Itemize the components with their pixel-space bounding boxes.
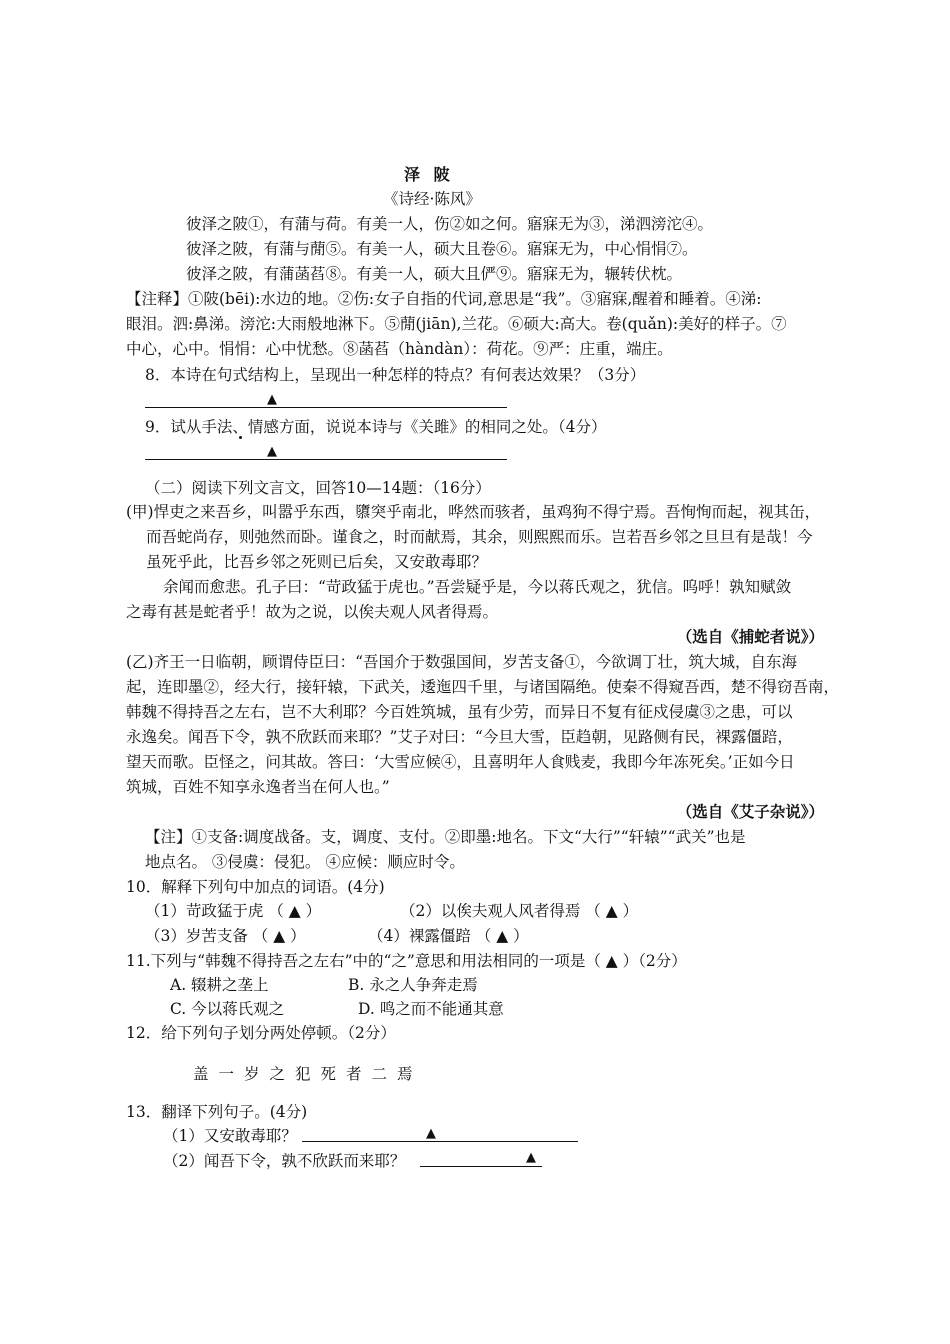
q9-text-c: 情感方面，说说本诗与《关雎》的相同之处。（4分） [247, 418, 607, 436]
answer-mark-icon: ▲ [267, 444, 277, 459]
q11-option-a: A. 辍耕之垄上 [170, 976, 269, 994]
passage-yi-notes-line-2: 地点名。 ③侵虞：侵犯。 ④应候：顺应时令。 [145, 853, 465, 871]
q13-sentence-2: （2）闻吾下令，孰不欣跃而来耶？ [163, 1152, 406, 1170]
passage-jia-line-3: 虽死乎此，比吾乡邻之死则已后矣，又安敢毒耶？ [146, 553, 488, 571]
q11-option-d: D. 鸣之而不能通其意 [358, 1000, 504, 1018]
poem-notes-line-1: 【注释】①陂(bēi):水边的地。②伤:女子自指的代词,意思是“我”。③寤寐,醒着和睡着。④涕: [126, 290, 762, 308]
poem-stanza-1: 彼泽之陂①，有蒲与荷。有美一人，伤②如之何。寤寐无为③，涕泗滂沱④。 [186, 215, 714, 233]
q10-item-1: （1）苛政猛于虎 （ ▲ ） [145, 902, 322, 920]
answer-line-q13-2[interactable] [420, 1166, 542, 1167]
passage-yi-notes-line-1: 【注】①支备:调度战备。支，调度、支付。②即墨:地名。下文“大行”“轩辕”“武关”也是 [145, 828, 746, 846]
answer-mark-icon: ▲ [426, 1126, 436, 1141]
passage-jia-line-2: 而吾蛇尚存，则弛然而卧。谨食之，时而献焉，其余，则熙熙而乐。岂若吾乡邻之旦旦有是哉！今 [146, 528, 813, 546]
passage-yi-line-1: (乙)齐王一日临朝，顾谓侍臣曰：“吾国介于数强国间，岁苦支备①，今欲调丁壮，筑大城，自东海 [126, 653, 798, 671]
q12-sentence: 盖一岁之犯死者二焉 [193, 1065, 423, 1083]
q10-item-4: （4）裸露僵踣 （ ▲ ） [368, 927, 529, 945]
question-10: 10．解释下列句中加点的词语。(4分) [126, 878, 385, 896]
q10-item-3: （3）岁苦支备 （ ▲ ） [145, 927, 306, 945]
answer-mark-icon: ▲ [267, 392, 277, 407]
section-2-heading: （二）阅读下列文言文，回答10—14题：（16分） [145, 479, 491, 497]
q13-sentence-1: （1）又安敢毒耶？ [163, 1127, 297, 1145]
passage-yi-line-4: 永逸矣。闻吾下令，孰不欣跃而来耶？”艾子对曰：“今旦大雪，臣趋朝，见路侧有民，裸露僵踣， [126, 728, 793, 746]
passage-jia-line-1: (甲)悍吏之来吾乡，叫嚣乎东西，隳突乎南北，哗然而骇者，虽鸡狗不得宁焉。吾恂恂而起，视其缶， [126, 503, 821, 521]
poem-notes-line-3: 中心，心中。悁悁：心中忧愁。⑧菡萏（hàndàn）：荷花。⑨严：庄重，端庄。 [126, 340, 673, 358]
answer-mark-icon: ▲ [526, 1150, 536, 1165]
question-8: 8．本诗在句式结构上，呈现出一种怎样的特点？有何表达效果？（3分） [145, 366, 646, 384]
question-12: 12．给下列句子划分两处停顿。（2分） [126, 1024, 396, 1042]
answer-line-q8[interactable] [145, 407, 507, 408]
passage-jia-line-4: 余闻而愈悲。孔子曰：“苛政猛于虎也。”吾尝疑乎是，今以蒋氏观之，犹信。呜呼！孰知赋敛 [163, 578, 792, 596]
passage-yi-line-3: 韩魏不得持吾之左右，岂不大利耶？今百姓筑城，虽有少劳，而异日不复有征戍侵虞③之患，可以 [126, 703, 793, 721]
poem-stanza-3: 彼泽之陂，有蒲菡萏⑧。有美一人，硕大且俨⑨。寤寐无为，辗转伏枕。 [186, 265, 683, 283]
poem-stanza-2: 彼泽之陂，有蒲与蕑⑤。有美一人，硕大且卷⑥。寤寐无为，中心悁悁⑦。 [186, 240, 698, 258]
q9-dotted-comma: 、 [232, 418, 248, 436]
q10-item-2: （2）以俟夫观人风者得焉 （ ▲ ） [400, 902, 639, 920]
passage-yi-line-6: 筑城，百姓不知享永逸者当在何人也。” [126, 778, 390, 796]
q11-option-b: B. 永之人争奔走焉 [348, 976, 478, 994]
passage-jia-line-5: 之毒有甚是蛇者乎！故为之说，以俟夫观人风者得焉。 [126, 603, 499, 621]
answer-line-q13-1[interactable] [302, 1141, 578, 1142]
answer-line-q9[interactable] [145, 459, 507, 460]
q11-option-c: C. 今以蒋氏观之 [170, 1000, 285, 1018]
question-13: 13．翻译下列句子。(4分) [126, 1103, 308, 1121]
poem-source: 《诗经·陈风》 [383, 190, 481, 208]
poem-title: 泽 陂 [404, 165, 454, 184]
question-11: 11.下列与“韩魏不得持吾之左右”中的“之”意思和用法相同的一项是（ ▲ ）（2分） [126, 952, 687, 970]
passage-yi-source: （选自《艾子杂说》） [676, 802, 824, 821]
q9-text-a: 9．试从手法 [145, 418, 233, 436]
poem-notes-line-2: 眼泪。泗:鼻涕。滂沱:大雨般地淋下。⑤蕑(jiān),兰花。⑥硕大:高大。卷(quǎn):美好的样子。⑦ [126, 315, 787, 333]
passage-yi-line-2: 起，连即墨②，经大行，接轩辕，下武关，逶迤四千里，与诸国隔绝。使秦不得窥吾西，楚不得窃吾南， [126, 678, 840, 696]
question-9 [145, 415, 607, 439]
passage-yi-line-5: 望天而歌。臣怪之，问其故。答曰：‘大雪应候④，且喜明年人食贱麦，我即今年冻死矣。’正如今日 [126, 753, 795, 771]
passage-jia-source: （选自《捕蛇者说》） [676, 627, 824, 646]
